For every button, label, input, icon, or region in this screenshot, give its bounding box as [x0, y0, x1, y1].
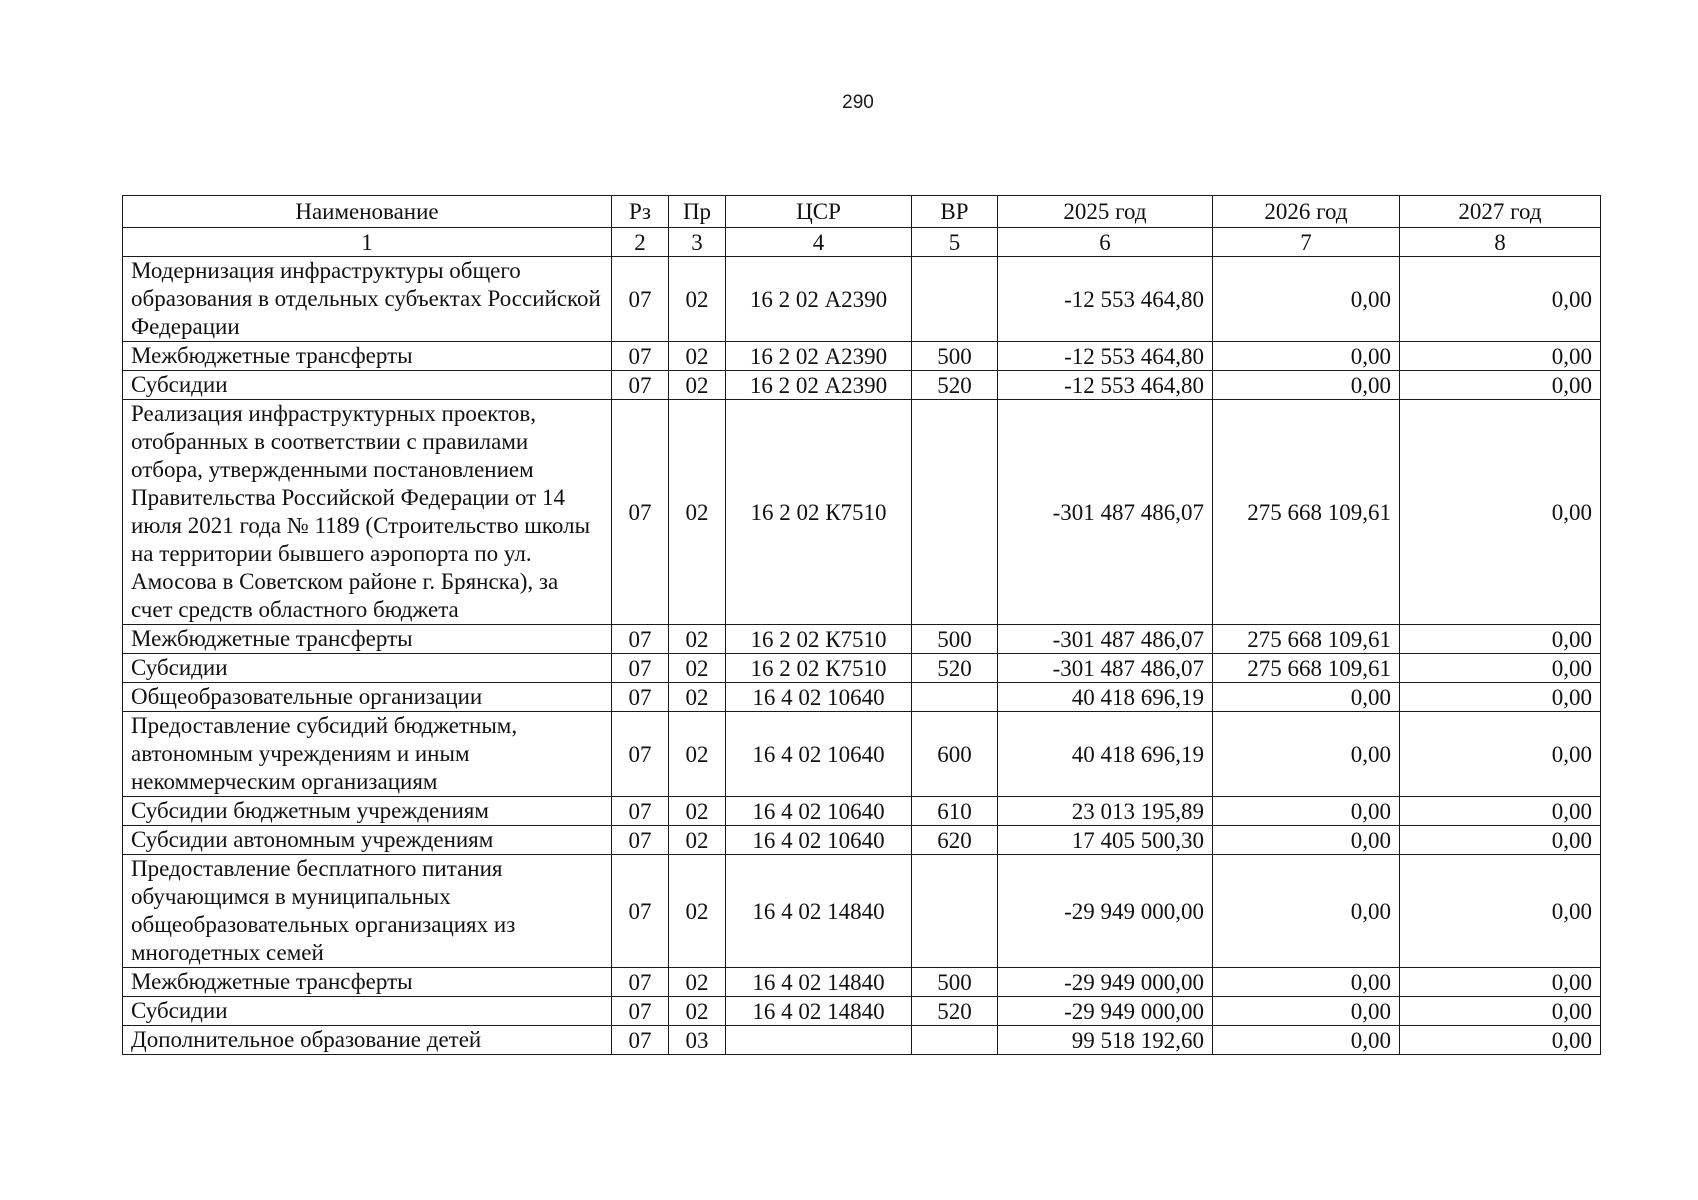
row-vr [912, 257, 998, 342]
row-2027: 0,00 [1400, 797, 1601, 826]
row-name: Реализация инфраструктурных проектов, отобранных в соответствии с правилами отбора, утвержденными постановлением Правительства Российской Федерации от 14 июля 2021 года № 1189 (Строительство школы на территории бывшего аэропорта по ул. Амосова в Советском районе г. Брянска), за счет средств областного бюджета [123, 400, 612, 625]
row-2027: 0,00 [1400, 400, 1601, 625]
row-csr: 16 2 02 К7510 [726, 654, 912, 683]
row-name: Субсидии бюджетным учреждениям [123, 797, 612, 826]
row-2025: -12 553 464,80 [998, 371, 1213, 400]
row-2026: 0,00 [1213, 968, 1400, 997]
row-rz: 07 [612, 1026, 669, 1055]
row-pr: 02 [669, 257, 726, 342]
row-2026: 275 668 109,61 [1213, 400, 1400, 625]
row-name: Предоставление бесплатного питания обучающимся в муниципальных общеобразовательных организациях из многодетных семей [123, 855, 612, 968]
row-rz: 07 [612, 826, 669, 855]
row-pr: 02 [669, 400, 726, 625]
row-2026: 275 668 109,61 [1213, 654, 1400, 683]
row-2027: 0,00 [1400, 257, 1601, 342]
row-rz: 07 [612, 371, 669, 400]
row-2025: -301 487 486,07 [998, 625, 1213, 654]
row-csr: 16 2 02 А2390 [726, 257, 912, 342]
row-2025: 99 518 192,60 [998, 1026, 1213, 1055]
table-row [123, 797, 1601, 826]
row-vr [912, 683, 998, 712]
row-pr: 02 [669, 683, 726, 712]
column-number: 8 [1400, 228, 1601, 257]
row-csr: 16 4 02 14840 [726, 968, 912, 997]
row-rz: 07 [612, 400, 669, 625]
row-2025: -29 949 000,00 [998, 997, 1213, 1026]
header-rz: Рз [612, 196, 669, 228]
row-2026: 275 668 109,61 [1213, 625, 1400, 654]
table-row [123, 712, 1601, 797]
row-2027: 0,00 [1400, 855, 1601, 968]
row-rz: 07 [612, 797, 669, 826]
table-row [123, 1026, 1601, 1055]
row-vr: 610 [912, 797, 998, 826]
row-csr: 16 2 02 А2390 [726, 371, 912, 400]
row-csr: 16 2 02 К7510 [726, 625, 912, 654]
row-2026: 0,00 [1213, 826, 1400, 855]
header-name: Наименование [123, 196, 612, 228]
row-rz: 07 [612, 968, 669, 997]
row-vr: 620 [912, 826, 998, 855]
row-pr: 02 [669, 826, 726, 855]
row-2027: 0,00 [1400, 826, 1601, 855]
row-vr: 600 [912, 712, 998, 797]
row-2026: 0,00 [1213, 257, 1400, 342]
column-number: 6 [998, 228, 1213, 257]
page-number: 290 [842, 92, 874, 113]
table-row [123, 625, 1601, 654]
row-rz: 07 [612, 342, 669, 371]
row-2026: 0,00 [1213, 371, 1400, 400]
row-vr [912, 855, 998, 968]
row-rz: 07 [612, 654, 669, 683]
row-2025: 17 405 500,30 [998, 826, 1213, 855]
header-2026: 2026 год [1213, 196, 1400, 228]
table-row [123, 683, 1601, 712]
row-2025: -12 553 464,80 [998, 257, 1213, 342]
row-csr [726, 1026, 912, 1055]
row-2026: 0,00 [1213, 683, 1400, 712]
row-csr: 16 2 02 А2390 [726, 342, 912, 371]
header-pr: Пр [669, 196, 726, 228]
row-vr [912, 1026, 998, 1055]
column-number: 3 [669, 228, 726, 257]
row-pr: 02 [669, 625, 726, 654]
row-2025: 23 013 195,89 [998, 797, 1213, 826]
row-rz: 07 [612, 855, 669, 968]
row-csr: 16 4 02 10640 [726, 826, 912, 855]
row-2026: 0,00 [1213, 1026, 1400, 1055]
row-name: Субсидии автономным учреждениям [123, 826, 612, 855]
table-row [123, 342, 1601, 371]
row-2025: 40 418 696,19 [998, 712, 1213, 797]
row-2026: 0,00 [1213, 997, 1400, 1026]
row-2027: 0,00 [1400, 683, 1601, 712]
table-row [123, 826, 1601, 855]
row-2025: -29 949 000,00 [998, 855, 1213, 968]
budget-table [122, 195, 1601, 1055]
row-name: Общеобразовательные организации [123, 683, 612, 712]
row-2027: 0,00 [1400, 371, 1601, 400]
row-vr: 500 [912, 342, 998, 371]
row-name: Субсидии [123, 371, 612, 400]
row-rz: 07 [612, 625, 669, 654]
row-name: Предоставление субсидий бюджетным, автономным учреждениям и иным некоммерческим организациям [123, 712, 612, 797]
row-2026: 0,00 [1213, 855, 1400, 968]
row-name: Субсидии [123, 654, 612, 683]
header-csr: ЦСР [726, 196, 912, 228]
row-2027: 0,00 [1400, 997, 1601, 1026]
row-pr: 02 [669, 371, 726, 400]
row-2025: -301 487 486,07 [998, 400, 1213, 625]
row-2026: 0,00 [1213, 342, 1400, 371]
row-2027: 0,00 [1400, 712, 1601, 797]
row-csr: 16 4 02 10640 [726, 712, 912, 797]
header-2027: 2027 год [1400, 196, 1601, 228]
row-vr: 500 [912, 625, 998, 654]
row-2027: 0,00 [1400, 342, 1601, 371]
row-2027: 0,00 [1400, 1026, 1601, 1055]
row-2026: 0,00 [1213, 712, 1400, 797]
column-number: 7 [1213, 228, 1400, 257]
row-2027: 0,00 [1400, 625, 1601, 654]
row-name: Межбюджетные трансферты [123, 625, 612, 654]
row-2027: 0,00 [1400, 968, 1601, 997]
row-pr: 02 [669, 342, 726, 371]
row-2025: -12 553 464,80 [998, 342, 1213, 371]
row-rz: 07 [612, 257, 669, 342]
row-rz: 07 [612, 997, 669, 1026]
column-number-row [123, 228, 1601, 257]
row-vr [912, 400, 998, 625]
table-row [123, 400, 1601, 625]
table-row [123, 371, 1601, 400]
row-pr: 02 [669, 797, 726, 826]
row-pr: 02 [669, 654, 726, 683]
row-name: Межбюджетные трансферты [123, 968, 612, 997]
row-2027: 0,00 [1400, 654, 1601, 683]
row-vr: 520 [912, 997, 998, 1026]
row-name: Дополнительное образование детей [123, 1026, 612, 1055]
row-2025: -301 487 486,07 [998, 654, 1213, 683]
table-row [123, 855, 1601, 968]
header-vr: ВР [912, 196, 998, 228]
row-csr: 16 4 02 14840 [726, 855, 912, 968]
column-number: 4 [726, 228, 912, 257]
row-2025: 40 418 696,19 [998, 683, 1213, 712]
row-pr: 02 [669, 712, 726, 797]
row-vr: 520 [912, 371, 998, 400]
row-csr: 16 4 02 14840 [726, 997, 912, 1026]
column-number: 1 [123, 228, 612, 257]
row-rz: 07 [612, 683, 669, 712]
row-pr: 02 [669, 855, 726, 968]
header-row [123, 196, 1601, 228]
row-csr: 16 4 02 10640 [726, 683, 912, 712]
row-pr: 02 [669, 968, 726, 997]
table-row [123, 654, 1601, 683]
row-2026: 0,00 [1213, 797, 1400, 826]
row-name: Субсидии [123, 997, 612, 1026]
row-vr: 520 [912, 654, 998, 683]
row-pr: 02 [669, 997, 726, 1026]
table-row [123, 968, 1601, 997]
row-name: Модернизация инфраструктуры общего образования в отдельных субъектах Российской Федерации [123, 257, 612, 342]
column-number: 5 [912, 228, 998, 257]
row-csr: 16 2 02 К7510 [726, 400, 912, 625]
row-rz: 07 [612, 712, 669, 797]
row-vr: 500 [912, 968, 998, 997]
row-2025: -29 949 000,00 [998, 968, 1213, 997]
header-2025: 2025 год [998, 196, 1213, 228]
table-row [123, 257, 1601, 342]
row-pr: 03 [669, 1026, 726, 1055]
table-row [123, 997, 1601, 1026]
column-number: 2 [612, 228, 669, 257]
row-name: Межбюджетные трансферты [123, 342, 612, 371]
row-csr: 16 4 02 10640 [726, 797, 912, 826]
